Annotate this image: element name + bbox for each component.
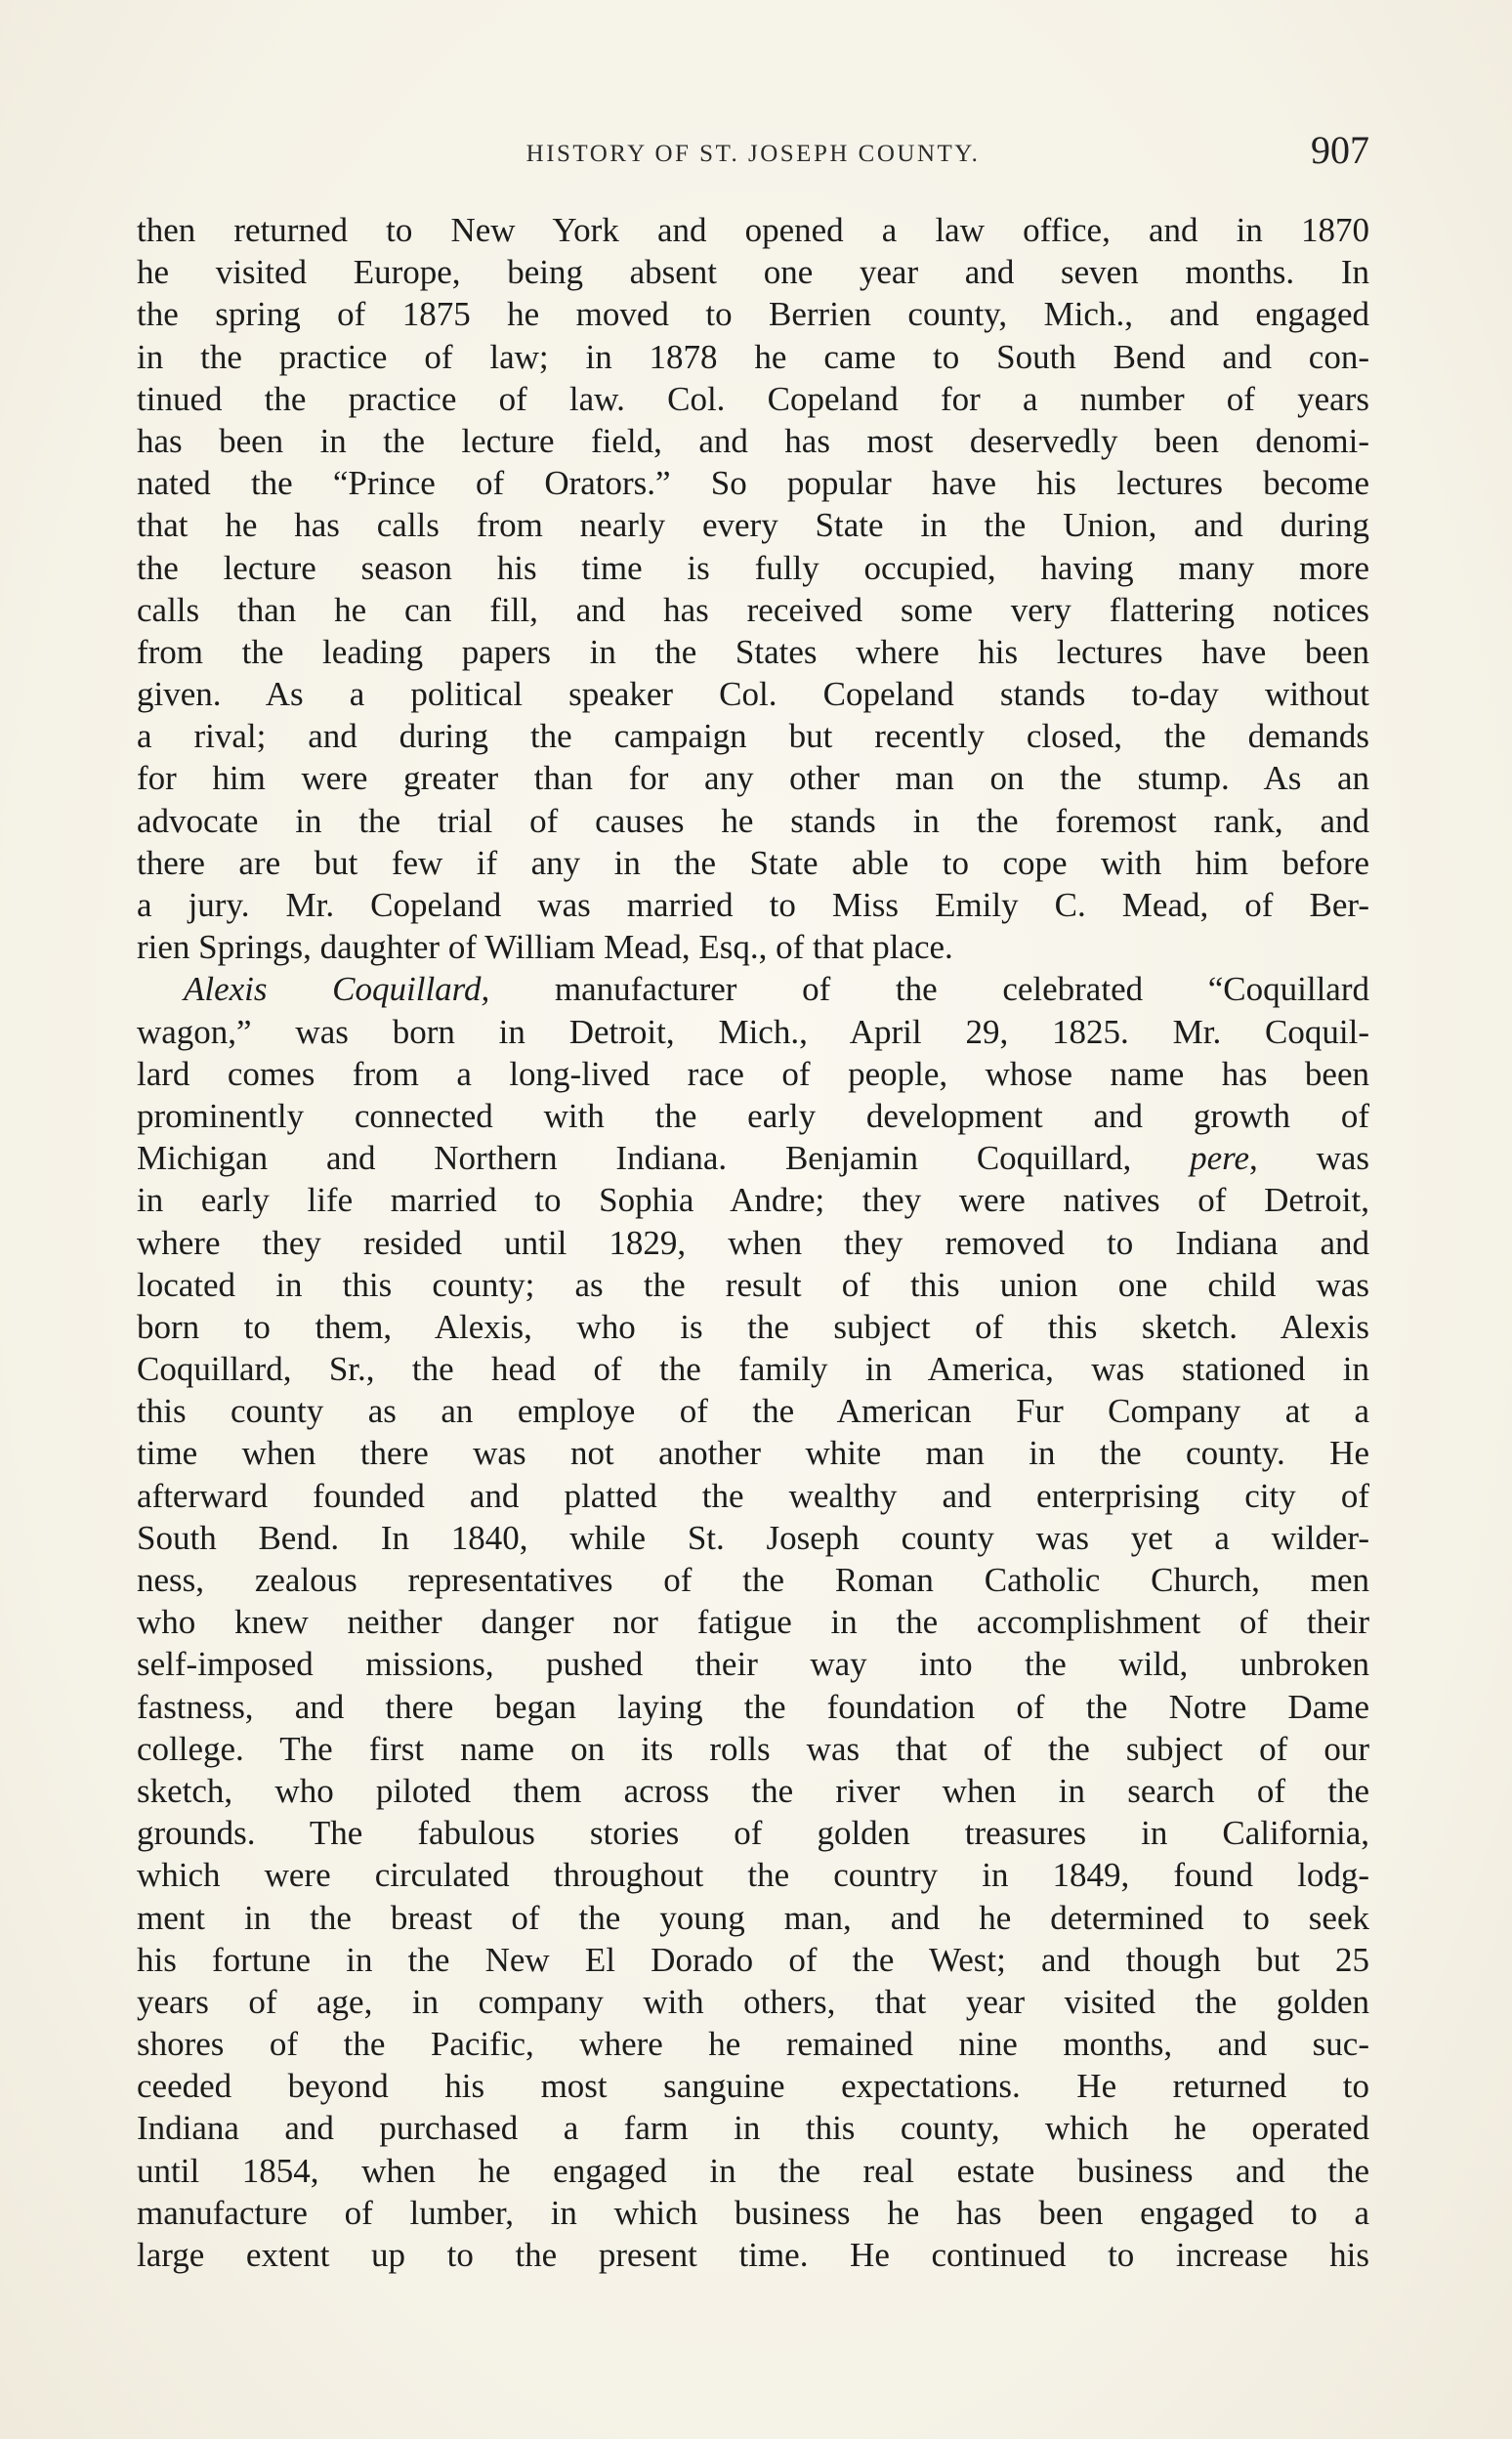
running-head: HISTORY OF ST. JOSEPH COUNTY.	[525, 141, 981, 167]
text-line: fastness, and there began laying the foundation of the Notre Dame	[137, 1687, 1369, 1726]
text-line: Indiana and purchased a farm in this county, which he operated	[137, 2109, 1369, 2148]
text-line: large extent up to the present time. He continued to increase his	[137, 2236, 1369, 2274]
text-line: his fortune in the New El Dorado of the West; and though but 25	[137, 1940, 1369, 1979]
text-line: sketch, who piloted them across the river when in search of the	[137, 1771, 1369, 1810]
text-line: for him were greater than for any other man on the stump. As an	[137, 759, 1369, 798]
text-line: born to them, Alexis, who is the subject of this sketch. Alexis	[137, 1307, 1369, 1346]
text-line: years of age, in company with others, that year visited the golden	[137, 1982, 1369, 2021]
text-line: manufacture of lumber, in which business he has been engaged to a	[137, 2193, 1369, 2232]
text-line: advocate in the trial of causes he stands in the foremost rank, and	[137, 801, 1369, 840]
text-line: that he has calls from nearly every State in the Union, and during	[137, 506, 1369, 545]
text-line: then returned to New York and opened a law office, and in 1870	[137, 211, 1369, 249]
text-line: from the leading papers in the States where his lectures have been	[137, 632, 1369, 671]
text-line: the lecture season his time is fully occupied, having many more	[137, 548, 1369, 587]
text-line: has been in the lecture field, and has most deservedly been denomi-	[137, 421, 1369, 460]
text-line: calls than he can fill, and has received some very flattering notices	[137, 590, 1369, 629]
text-line: South Bend. In 1840, while St. Joseph county was yet a wilder-	[137, 1518, 1369, 1557]
text-line: until 1854, when he engaged in the real estate business and the	[137, 2151, 1369, 2190]
italic-text: pere	[1190, 1139, 1250, 1178]
italic-text: Alexis Coquillard,	[184, 970, 490, 1009]
text-line: lard comes from a long-lived race of people, whose name has been	[137, 1054, 1369, 1093]
text-line: tinued the practice of law. Col. Copeland for a number of years	[137, 379, 1369, 418]
text-line: the spring of 1875 he moved to Berrien county, Mich., and engaged	[137, 295, 1369, 334]
text-line: this county as an employe of the American Fur Company at a	[137, 1392, 1369, 1431]
text-line: given. As a political speaker Col. Copeland stands to-day without	[137, 675, 1369, 714]
text-line: wagon,” was born in Detroit, Mich., April 29, 1825. Mr. Coquil-	[137, 1012, 1369, 1051]
text-line: prominently connected with the early development and growth of	[137, 1096, 1369, 1135]
text-line: in the practice of law; in 1878 he came to South Bend and con-	[137, 337, 1369, 376]
text-line: which were circulated throughout the country in 1849, found lodg-	[137, 1856, 1369, 1895]
text-line: he visited Europe, being absent one year and seven months. In	[137, 253, 1369, 292]
text-line: there are but few if any in the State able to cope with him before	[137, 843, 1369, 882]
body-text	[137, 209, 1369, 2276]
text-line: located in this county; as the result of this union one child was	[137, 1265, 1369, 1304]
text-line: rien Springs, daughter of William Mead, Esq., of that place.	[137, 928, 953, 967]
text-line: ness, zealous representatives of the Roman Catholic Church, men	[137, 1561, 1369, 1599]
text-line: grounds. The fabulous stories of golden treasures in California,	[137, 1814, 1369, 1853]
text-line: afterward founded and platted the wealthy and enterprising city of	[137, 1476, 1369, 1515]
page-header	[137, 127, 1369, 186]
text-line: who knew neither danger nor fatigue in the accomplishment of their	[137, 1603, 1369, 1642]
text-line: nated the “Prince of Orators.” So popular have his lectures become	[137, 464, 1369, 503]
page-number: 907	[1311, 128, 1369, 172]
text-line: a rival; and during the campaign but recently closed, the demands	[137, 717, 1369, 756]
text-line: Coquillard, Sr., the head of the family in America, was stationed in	[137, 1350, 1369, 1389]
text-segment: Michigan and Northern Indiana. Benjamin Coquillard,	[137, 1139, 1191, 1178]
text-line: time when there was not another white man in the county. He	[137, 1434, 1369, 1473]
text-line: ment in the breast of the young man, and he determined to seek	[137, 1898, 1369, 1937]
text-line: where they resided until 1829, when they removed to Indiana and	[137, 1223, 1369, 1262]
text-segment: manufacturer of the celebrated “Coquillard	[489, 970, 1369, 1009]
text-line: self-imposed missions, pushed their way into the wild, unbroken	[137, 1645, 1369, 1684]
text-line: college. The first name on its rolls was that of the subject of our	[137, 1729, 1369, 1768]
text-line	[137, 968, 1369, 1010]
text-line: ceeded beyond his most sanguine expectations. He returned to	[137, 2067, 1369, 2106]
text-segment: , was	[1249, 1139, 1369, 1178]
text-line: in early life married to Sophia Andre; they were natives of Detroit,	[137, 1181, 1369, 1220]
text-line: shores of the Pacific, where he remained nine months, and suc-	[137, 2025, 1369, 2064]
text-line: a jury. Mr. Copeland was married to Miss Emily C. Mead, of Ber-	[137, 886, 1369, 924]
text-line	[137, 1137, 1369, 1179]
